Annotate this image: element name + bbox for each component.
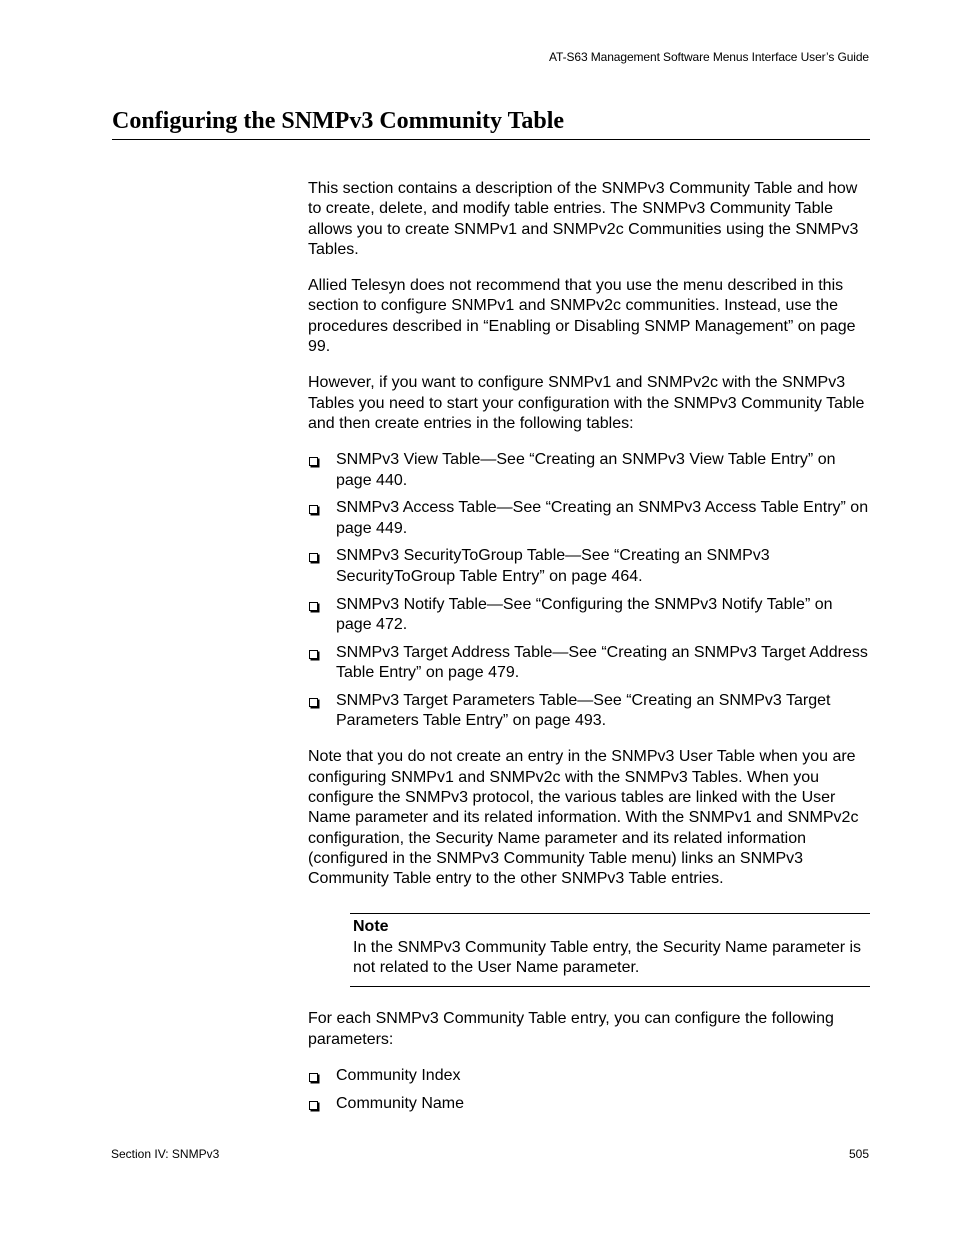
checkbox-bullet-icon xyxy=(309,698,318,707)
checkbox-bullet-icon xyxy=(309,1073,318,1082)
list-item xyxy=(308,1066,870,1086)
list-item-text: SNMPv3 Notify Table—See “Configuring the SNMPv3 Notify Table” on page 472. xyxy=(336,595,833,633)
note-title: Note xyxy=(353,918,389,936)
list-item-text: Community Index xyxy=(336,1066,461,1084)
checkbox-bullet-icon xyxy=(309,457,318,466)
user-table-paragraph: Note that you do not create an entry in the SNMPv3 User Table when you are configuring SNMPv1 and SNMPv2c with the SNMPv3 Tables. When you configure the SNMPv3 protocol, the various tables are linked with the User Name parameter and its related information. With the SNMPv1 and SNMPv2c configuration, the Security Name parameter and its related information (configured in the SNMPv3 Community Table menu) links an SNMPv3 Community Table entry to the other SNMPv3 Table entries. xyxy=(308,748,859,888)
note-text: In the SNMPv3 Community Table entry, the Security Name parameter is not related to the User Name parameter. xyxy=(353,938,862,976)
checkbox-bullet-icon xyxy=(309,553,318,562)
list-item xyxy=(308,498,870,539)
list-item xyxy=(308,450,870,491)
checkbox-bullet-icon xyxy=(309,505,318,514)
table-list xyxy=(308,450,870,731)
list-item-text: SNMPv3 Target Parameters Table—See “Creating an SNMPv3 Target Parameters Table Entry” on page 493. xyxy=(336,691,831,730)
running-header: AT-S63 Management Software Menus Interface User’s Guide xyxy=(549,50,869,64)
checkbox-bullet-icon xyxy=(309,602,318,611)
body-column xyxy=(308,179,870,1130)
list-item xyxy=(308,595,870,636)
recommendation-paragraph: Allied Telesyn does not recommend that you use the menu described in this section to configure SNMPv1 and SNMPv2c communities. Instead, use the procedures described in “Enabling or Disabling SNMP Management” on page 99. xyxy=(308,277,856,356)
intro-paragraph: This section contains a description of the SNMPv3 Community Table and how to create, delete, and modify table entries. The SNMPv3 Community Table allows you to create SNMPv1 and SNMPv2c Communities using the SNMPv3 Tables. xyxy=(308,180,859,258)
list-item xyxy=(308,1094,870,1114)
section-title: Configuring the SNMPv3 Community Table xyxy=(112,106,870,140)
configuration-paragraph: However, if you want to configure SNMPv1 and SNMPv2c with the SNMPv3 Tables you need to start your configuration with the SNMPv3 Community Table and then create entries in the following tables: xyxy=(308,374,865,432)
list-item-text: SNMPv3 SecurityToGroup Table—See “Creating an SNMPv3 SecurityToGroup Table Entry” on page 464. xyxy=(336,547,770,585)
footer-section: Section IV: SNMPv3 xyxy=(111,1147,220,1161)
parameters-paragraph: For each SNMPv3 Community Table entry, you can configure the following parameters: xyxy=(308,1010,834,1048)
list-item xyxy=(308,546,870,587)
list-item xyxy=(308,691,870,732)
checkbox-bullet-icon xyxy=(309,650,318,659)
list-item-text: SNMPv3 Access Table—See “Creating an SNMPv3 Access Table Entry” on page 449. xyxy=(336,499,869,537)
page-number: 505 xyxy=(848,1147,869,1161)
note-box xyxy=(350,913,870,987)
checkbox-bullet-icon xyxy=(309,1101,318,1110)
list-item-text: Community Name xyxy=(336,1094,465,1112)
list-item-text: SNMPv3 Target Address Table—See “Creating an SNMPv3 Target Address Table Entry” on page 479. xyxy=(336,643,868,681)
parameter-list xyxy=(308,1066,870,1114)
list-item-text: SNMPv3 View Table—See “Creating an SNMPv3 View Table Entry” on page 440. xyxy=(336,451,836,489)
list-item xyxy=(308,643,870,684)
